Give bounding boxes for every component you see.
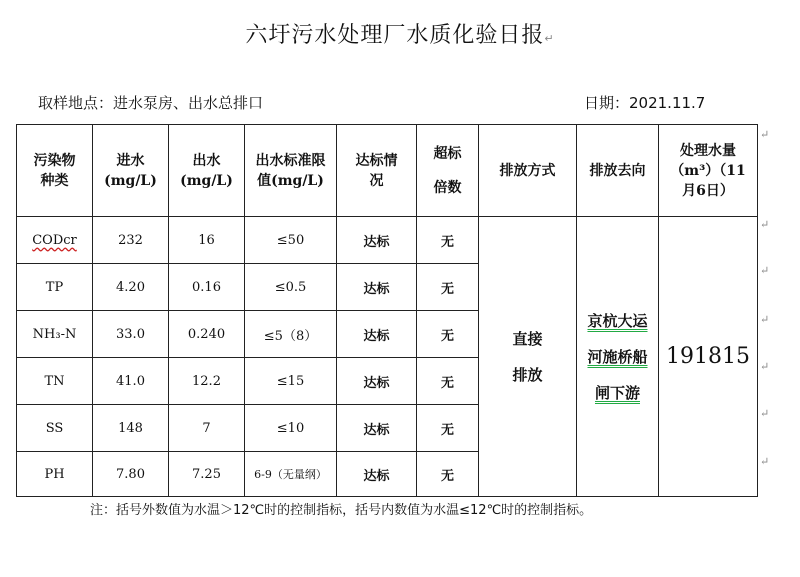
cell-exceed: 无	[417, 452, 479, 497]
cell-pollutant: NH₃-N	[17, 311, 93, 358]
cell-influent: 33.0	[93, 311, 169, 358]
cell-status: 达标	[337, 311, 417, 358]
header-influent: 进水(mg/L)	[93, 125, 169, 217]
cell-effluent: 7.25	[169, 452, 245, 497]
cell-discharge-method	[479, 217, 577, 497]
cell-status: 达标	[337, 217, 417, 264]
cell-limit: ≤0.5	[245, 264, 337, 311]
header-effluent: 出水(mg/L)	[169, 125, 245, 217]
cell-pollutant: TP	[17, 264, 93, 311]
cell-effluent: 0.240	[169, 311, 245, 358]
return-mark-icon: ↵	[760, 218, 770, 231]
cell-status: 达标	[337, 405, 417, 452]
header-discharge-destination: 排放去向	[577, 125, 659, 217]
return-mark-icon: ↵	[760, 128, 770, 141]
report-title-text: 六圩污水处理厂水质化验日报	[245, 23, 545, 48]
cell-influent: 232	[93, 217, 169, 264]
cell-pollutant: TN	[17, 358, 93, 405]
cell-influent: 41.0	[93, 358, 169, 405]
report-title	[0, 18, 800, 49]
cell-limit: ≤15	[245, 358, 337, 405]
header-limit: 出水标准限值(mg/L)	[245, 125, 337, 217]
cell-status: 达标	[337, 452, 417, 497]
cell-effluent: 0.16	[169, 264, 245, 311]
header-volume: 处理水量（m³）（11月6日）	[659, 125, 758, 217]
table-row	[17, 217, 758, 264]
cell-discharge-destination	[577, 217, 659, 497]
cell-influent: 4.20	[93, 264, 169, 311]
cell-status: 达标	[337, 358, 417, 405]
discharge-method-text: 直接排放	[512, 329, 543, 384]
cell-treated-volume	[659, 217, 758, 497]
cell-effluent: 7	[169, 405, 245, 452]
header-discharge-method: 排放方式	[479, 125, 577, 217]
cell-limit: 6-9（无量纲）	[245, 452, 337, 497]
header-row	[17, 125, 758, 217]
return-mark-icon: ↵	[760, 313, 770, 326]
treated-volume-value: 191815	[666, 344, 750, 369]
cell-exceed: 无	[417, 311, 479, 358]
header-pollutant: 污染物种类	[17, 125, 93, 217]
cell-limit: ≤5（8）	[245, 311, 337, 358]
cell-influent: 7.80	[93, 452, 169, 497]
cell-exceed: 无	[417, 405, 479, 452]
return-mark-icon: ↵	[760, 264, 770, 277]
sampling-location: 取样地点：进水泵房、出水总排口	[38, 94, 264, 112]
cell-status: 达标	[337, 264, 417, 311]
return-mark-icon: ↵	[760, 360, 770, 373]
return-mark-icon: ↵	[760, 407, 770, 420]
cell-limit: ≤10	[245, 405, 337, 452]
water-quality-table-wrapper	[16, 124, 758, 497]
water-quality-table	[16, 124, 758, 497]
cell-pollutant: PH	[17, 452, 93, 497]
cell-effluent: 12.2	[169, 358, 245, 405]
header-exceed: 超标倍数	[417, 125, 479, 217]
cell-exceed: 无	[417, 358, 479, 405]
return-mark-icon: ↵	[760, 455, 770, 468]
cell-pollutant: CODcr	[17, 217, 93, 264]
cell-exceed: 无	[417, 217, 479, 264]
cell-exceed: 无	[417, 264, 479, 311]
discharge-destination-text: 京杭大运河施桥船闸下游	[587, 311, 648, 402]
header-status: 达标情况	[337, 125, 417, 217]
footnote: 注：括号外数值为水温＞12℃时的控制指标，括号内数值为水温≤12℃时的控制指标。	[90, 503, 593, 518]
cell-influent: 148	[93, 405, 169, 452]
cell-effluent: 16	[169, 217, 245, 264]
return-mark-icon: ↵	[544, 32, 555, 45]
report-date: 日期：2021.11.7	[584, 94, 706, 112]
cell-limit: ≤50	[245, 217, 337, 264]
cell-pollutant: SS	[17, 405, 93, 452]
